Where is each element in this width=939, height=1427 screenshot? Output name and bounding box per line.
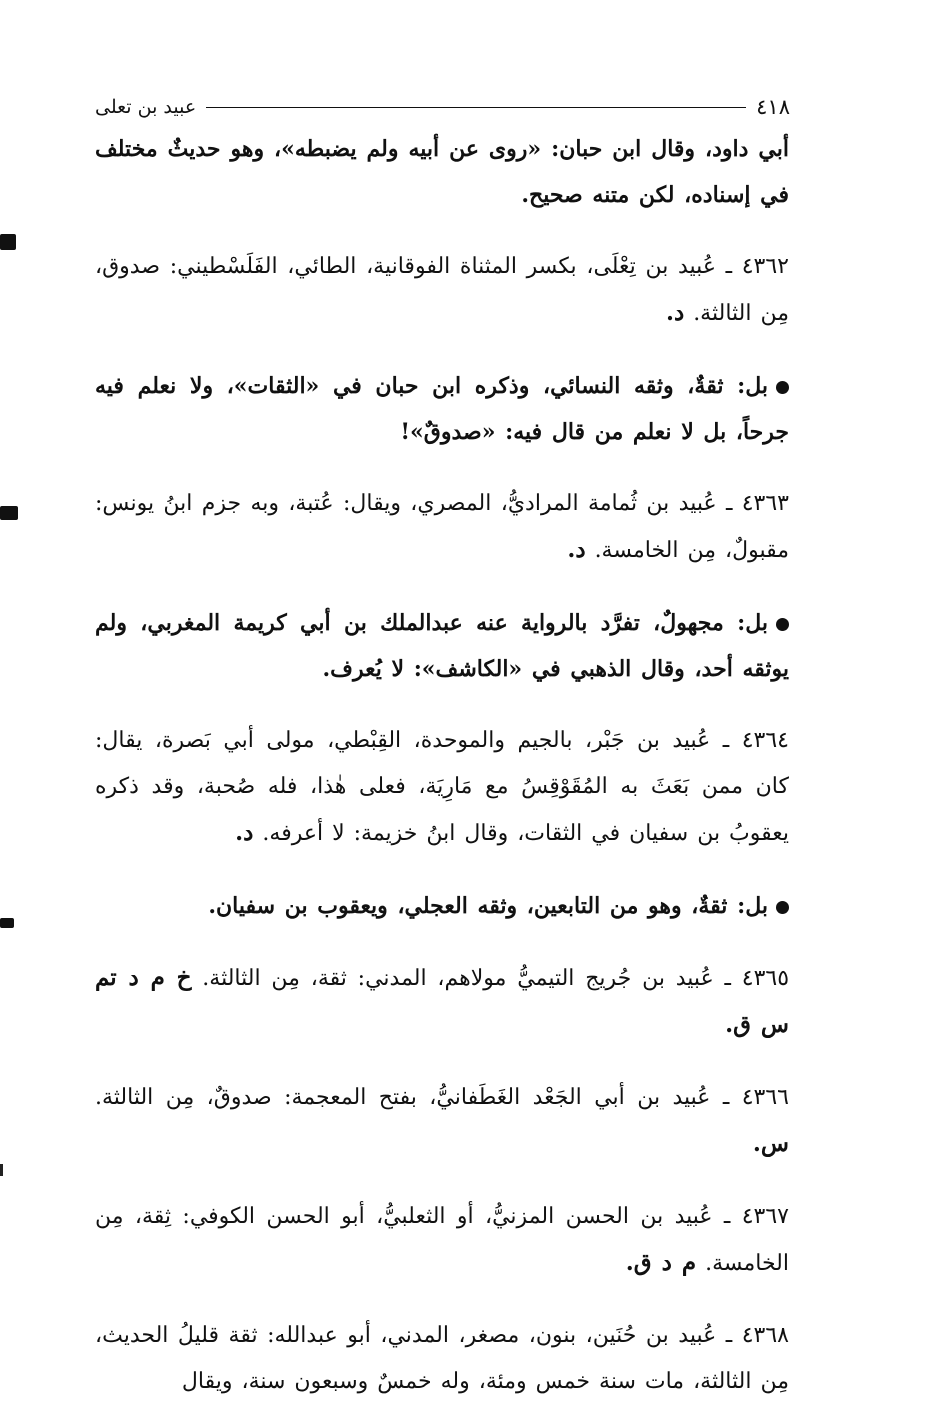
scan-edge-mark — [0, 506, 18, 520]
note-text: بل: مجهولٌ، تفرَّد بالرواية عنه عبدالملك بن أبي كريمة المغربي، ولم يوثقه أحد، وقال الذهبي في «الكاشف»: لا يُعرف. — [95, 610, 789, 682]
source-codes: خ م د تم س ق. — [95, 964, 789, 1038]
entry-text: ٤٣٦٢ ـ عُبيد بن تِعْلَى، بكسر المثناة الفوقانية، الطائي، الفَلَسْطيني: صدوق، مِن الثالثة. — [95, 254, 789, 326]
entry-4364 — [95, 718, 789, 857]
header-rule — [206, 107, 746, 108]
entry-text: ٤٣٦٦ ـ عُبيد بن أبي الجَعْد الغَطَفانيُّ، بفتح المعجمة: صدوقٌ، مِن الثالثة. — [95, 1085, 789, 1110]
page-body — [95, 126, 789, 1427]
entry-text: ٤٣٦٤ ـ عُبيد بن جَبْر، بالجيم والموحدة، القِبْطي، مولى أبي بَصرة، يقال: كان ممن بَعَثَ به المُقَوْقِسُ مع مَارِيَة، فعلى هٰذا، فله صُحبة، وقد ذكره يعقوبُ بن سفيان في الثقات، وقال ابنُ خزيمة: لا أعرفه. — [95, 728, 789, 846]
continuation-paragraph — [95, 126, 789, 218]
note-text: بل: ثقةٌ، وهو من التابعين، وثقه العجلي، ويعقوب بن سفيان. — [208, 893, 768, 919]
running-title: عبيد بن تعلى — [95, 96, 197, 118]
entry-4365 — [95, 955, 789, 1049]
page-header — [95, 92, 790, 122]
note-4362 — [95, 363, 789, 455]
source-codes: د. — [567, 536, 586, 563]
source-codes: م د ق. — [625, 1249, 697, 1276]
scan-edge-mark — [0, 1164, 3, 1176]
scan-edge-mark — [0, 918, 14, 928]
scan-edge-mark — [0, 234, 16, 250]
bullet-icon — [776, 381, 789, 394]
page-number: ٤١٨ — [756, 95, 790, 119]
paragraph-text: أبي داود، وقال ابن حبان: «روى عن أبيه ولم يضبطه»، وهو حديثٌ مختلف في إسناده، لكن متنه صحيح. — [95, 136, 789, 208]
entry-4366 — [95, 1075, 789, 1168]
source-codes: د. — [235, 819, 254, 846]
note-text: بل: ثقةٌ، وثقه النسائي، وذكره ابن حبان في «الثقات»، ولا نعلم فيه جرحاً، بل لا نعلم من قال فيه: «صدوقٌ»! — [95, 373, 789, 445]
entry-text: ٤٣٦٧ ـ عُبيد بن الحسن المزنيُّ، أو الثعلبيُّ، أبو الحسن الكوفي: ثِقة، مِن الخامسة. — [95, 1204, 789, 1276]
entry-4362 — [95, 244, 789, 337]
entry-4363 — [95, 481, 789, 574]
source-codes: س. — [752, 1130, 789, 1157]
note-4363 — [95, 600, 789, 692]
note-4364 — [95, 883, 789, 929]
entry-4367 — [95, 1194, 789, 1287]
entry-text: ٤٣٦٥ ـ عُبيد بن جُريج التيميُّ مولاهم، المدني: ثقة، مِن الثالثة. — [202, 966, 790, 991]
entry-text: ٤٣٦٣ ـ عُبيد بن ثُمامة المراديُّ، المصري، ويقال: عُتبة، وبه جزم ابنُ يونس: مقبولٌ، مِن الخامسة. — [95, 491, 789, 563]
bullet-icon — [776, 618, 789, 631]
entry-4368 — [95, 1313, 789, 1405]
entry-text: ٤٣٦٨ ـ عُبيد بن حُنَين، بنون، مصغر، المدني، أبو عبدالله: ثقة قليلُ الحديث، مِن الثالثة، مات سنة خمس ومئة، وله خمسٌ وسبعون سنة، ويقال — [95, 1323, 789, 1394]
source-codes: د. — [665, 299, 685, 326]
bullet-icon — [776, 901, 789, 914]
